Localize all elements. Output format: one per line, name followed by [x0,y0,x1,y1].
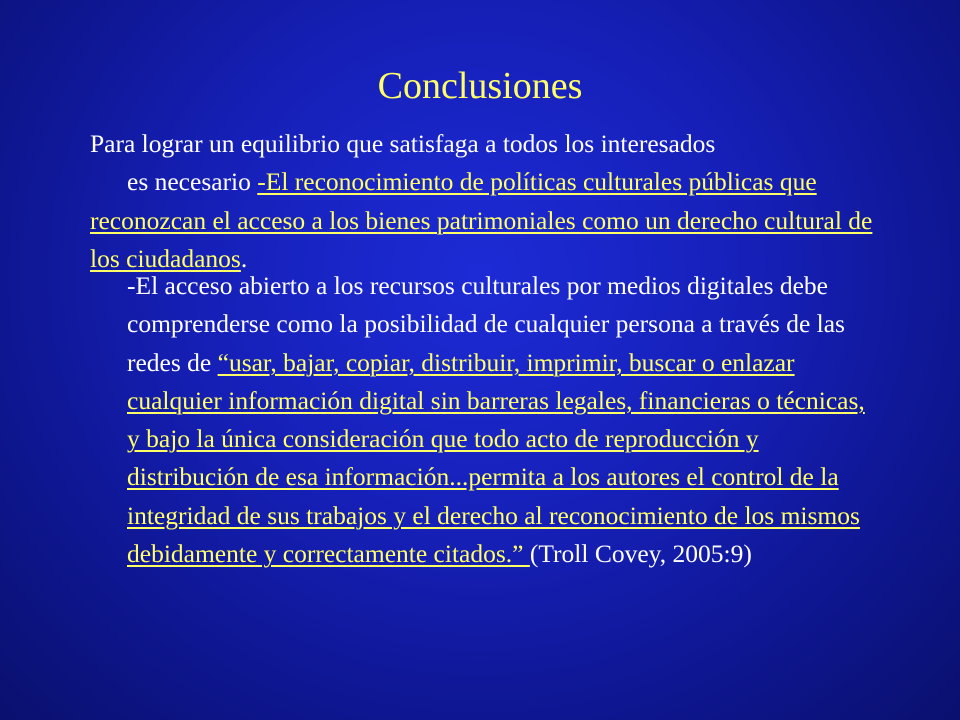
conclusion-paragraph-1 [90,125,880,278]
paragraph-2-intro: -El acceso abierto a los recursos culturales por medios digitales debe comprenderse como la posibilidad de cualquier persona a través de las redes de [127,271,845,377]
paragraph-1-end: . [240,243,248,273]
paragraph-2-quote: “usar, bajar, copiar, distribuir, imprimir, buscar o enlazar cualquier información digital sin barreras legales, financieras o técnicas, y bajo la única consideración que todo acto de reproducción y distribución de esa información...permita a los autores el control de la integridad de sus trabajos y el derecho al reconocimiento de los mismos debidamente y correctamente citados.” [127,347,865,569]
paragraph-1-intro-line-2: es necesario [127,167,258,197]
paragraph-1-intro-line-1: Para lograr un equilibrio que satisfaga a todos los interesados [90,129,716,158]
paragraph-1-highlight: -El reconocimiento de políticas culturales públicas que reconozcan el acceso a los bienes patrimoniales como un derecho cultural de los ciudadanos [90,167,873,273]
conclusion-paragraph-2 [127,267,867,573]
slide-title: Conclusiones [377,65,583,107]
paragraph-2-citation: (Troll Covey, 2005:9) [529,539,752,569]
